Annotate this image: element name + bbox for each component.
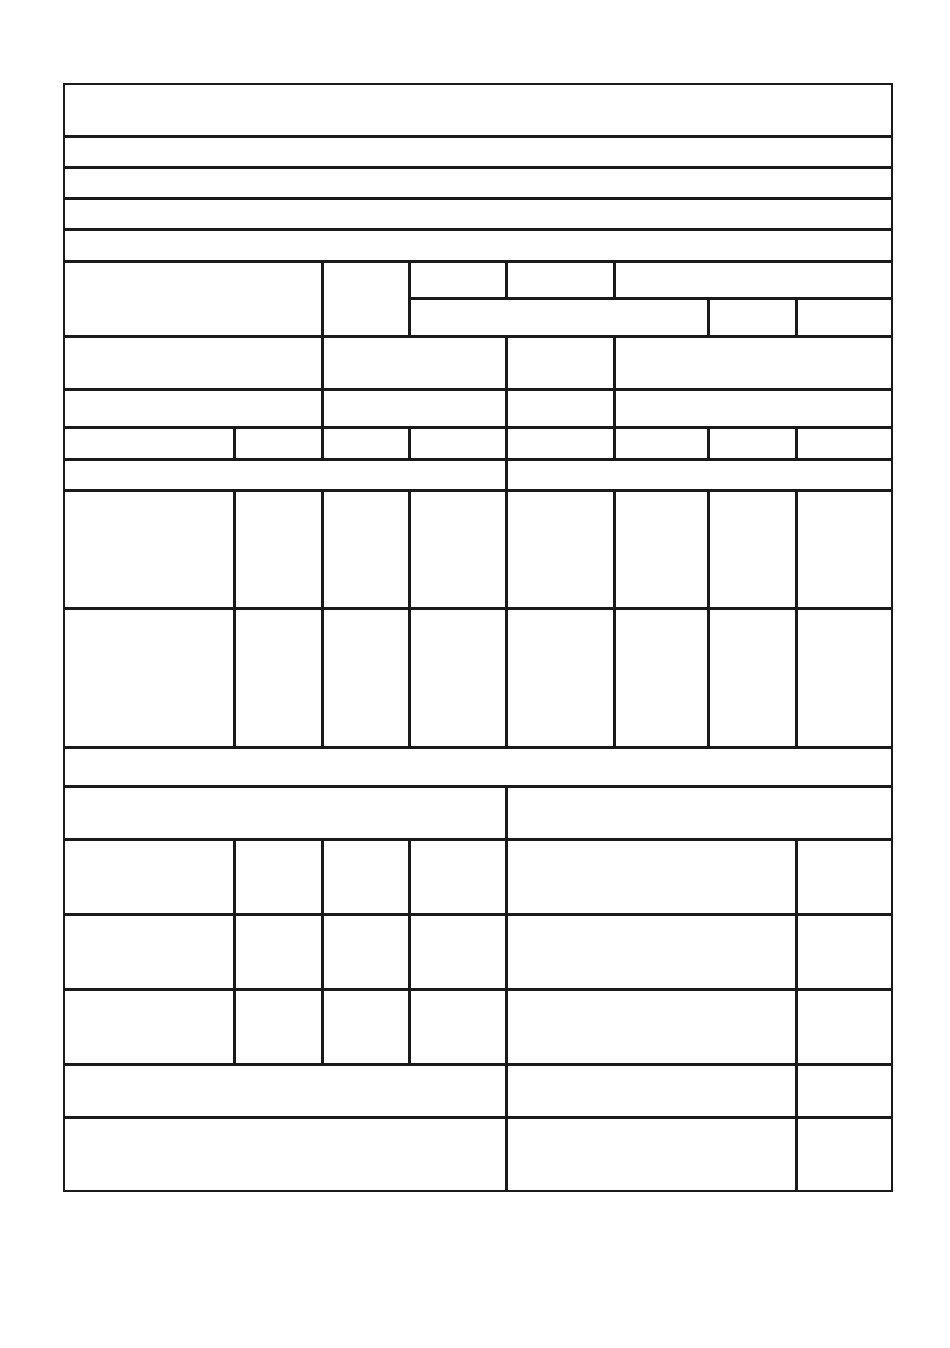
table-cell [63, 229, 893, 262]
table-cell [708, 298, 797, 337]
table-cell [708, 490, 797, 609]
table-cell [322, 839, 410, 915]
table-cell [63, 747, 893, 787]
table-cell [322, 389, 507, 428]
table-cell [63, 167, 893, 199]
table-cell [234, 989, 323, 1065]
table-cell [614, 490, 709, 609]
table-cell [409, 839, 507, 915]
table-cell [796, 490, 893, 609]
table-cell [234, 490, 323, 609]
table-cell [63, 914, 235, 990]
table-cell [506, 336, 615, 390]
table-cell [409, 608, 507, 748]
table-cell [614, 427, 709, 460]
table-cell [506, 427, 615, 460]
table-cell [63, 336, 323, 390]
table-cell [63, 459, 507, 491]
table-cell [796, 839, 893, 915]
table-cell [322, 914, 410, 990]
table-cell [409, 427, 507, 460]
table-cell [322, 336, 507, 390]
table-cell [506, 786, 893, 840]
table-cell [63, 136, 893, 168]
table-cell [409, 261, 507, 299]
table-cell [796, 298, 893, 337]
table-cell [322, 490, 410, 609]
table-cell [63, 427, 235, 460]
table-cell [63, 198, 893, 230]
table-cell [506, 261, 615, 299]
table-cell [614, 389, 893, 428]
table-cell [614, 608, 709, 748]
table-cell [506, 608, 615, 748]
table-cell [506, 459, 893, 491]
table-cell [322, 261, 410, 337]
table-cell [322, 989, 410, 1065]
table-cell [63, 1064, 507, 1118]
table-cell [796, 1117, 893, 1192]
table-cell [614, 261, 893, 299]
table-cell [409, 298, 709, 337]
table-cell [322, 427, 410, 460]
table-cell [409, 914, 507, 990]
table-cell [63, 389, 323, 428]
table-cell [63, 989, 235, 1065]
table-cell [63, 490, 235, 609]
table-cell [506, 389, 615, 428]
table-cell [614, 336, 893, 390]
table-cell [63, 261, 323, 337]
table-cell [506, 1117, 797, 1192]
table-cell [63, 1117, 507, 1192]
table-cell [409, 989, 507, 1065]
table-cell [234, 914, 323, 990]
table-cell [796, 989, 893, 1065]
table-cell [234, 839, 323, 915]
table-cell [234, 427, 323, 460]
table-cell [506, 914, 797, 990]
table-cell [796, 1064, 893, 1118]
table-cell [506, 1064, 797, 1118]
table-cell [506, 490, 615, 609]
table-cell [796, 608, 893, 748]
table-cell [708, 608, 797, 748]
table-cell [506, 839, 797, 915]
table-cell [796, 914, 893, 990]
table-cell [63, 839, 235, 915]
table-cell [63, 608, 235, 748]
table-cell [506, 989, 797, 1065]
table-cell [63, 786, 507, 840]
table-cell [63, 83, 893, 137]
table-cell [322, 608, 410, 748]
table-cell [708, 427, 797, 460]
table-cell [234, 608, 323, 748]
table-cell [409, 490, 507, 609]
table-cell [796, 427, 893, 460]
